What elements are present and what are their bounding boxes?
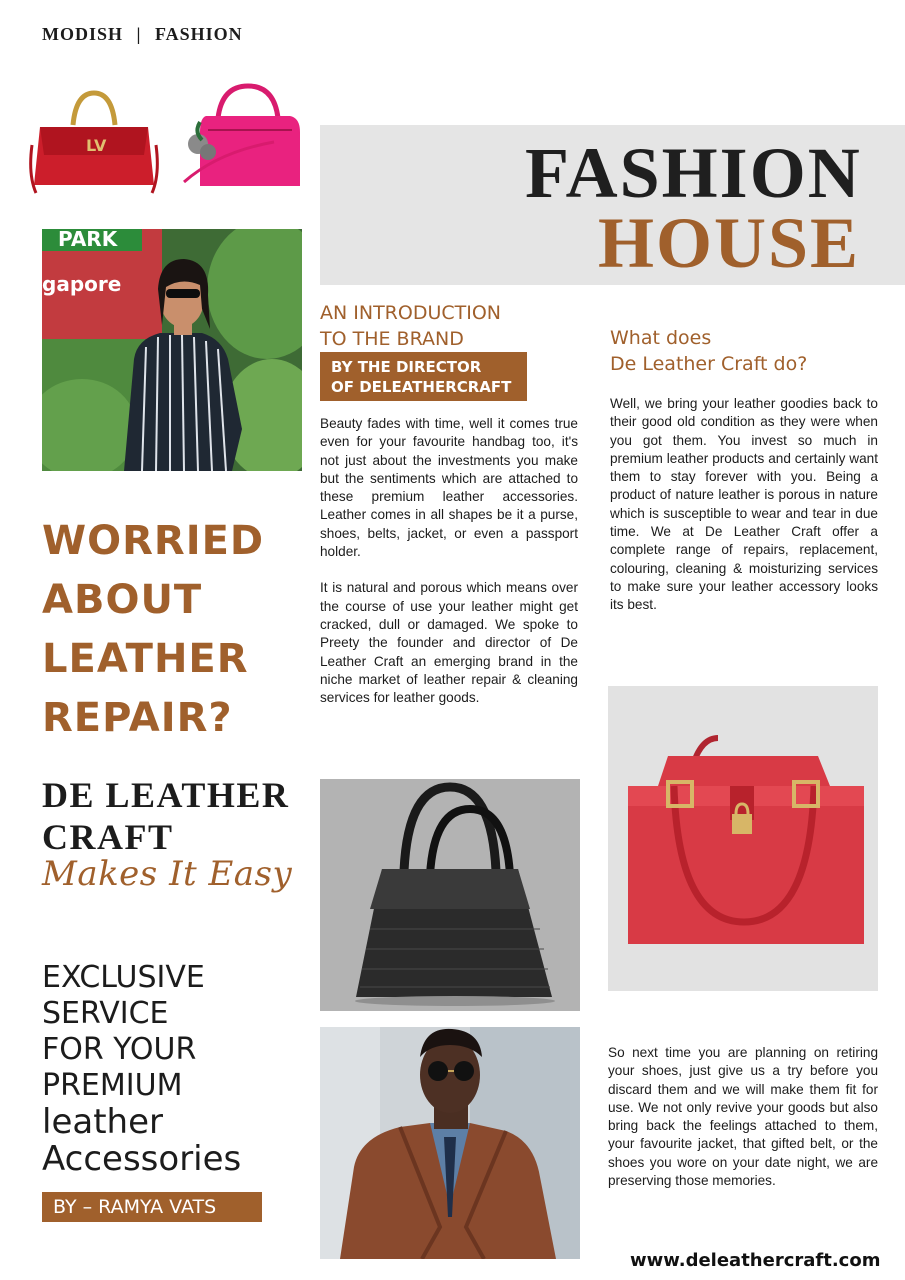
red-handbag-image <box>28 85 160 197</box>
closing-body <box>608 1044 878 1208</box>
worried-line-3: LEATHER <box>42 636 249 682</box>
what-heading-line1: What does <box>610 327 712 349</box>
exclusive-line-6: Accessories <box>42 1139 242 1179</box>
title-fashion: FASHION <box>525 133 862 213</box>
masthead-right: FASHION <box>154 24 243 44</box>
intro-heading-line2: TO THE BRAND <box>320 328 464 350</box>
intro-body <box>320 415 578 725</box>
brand-line-1: DE LEATHER <box>42 775 290 815</box>
masthead-left: MODISH <box>42 24 124 44</box>
pink-handbag-image <box>178 82 304 194</box>
masthead-separator: | <box>136 24 142 44</box>
what-paragraph: Well, we bring your leather goodies back to their good old condition as they were when you got them. You invest so much in premium leather products and certainly want them to stay forever with you. Being a product of nature leather is porous in nature which is susceptible to wear and tear in due time. We at De Leather Craft offer a complete range of repairs, replacement, colouring, cleaning & moisturizing services to make sure your leather accessory looks its best. <box>610 396 878 613</box>
brand-name <box>42 774 289 858</box>
masthead <box>42 24 243 45</box>
svg-text:LV: LV <box>86 136 107 155</box>
exclusive-line-5: leather <box>42 1102 163 1142</box>
exclusive-line-2: SERVICE <box>42 996 169 1031</box>
intro-heading-line1: AN INTRODUCTION <box>320 302 502 324</box>
intro-paragraph-1: Beauty fades with time, well it comes true even for your favourite handbag too, it's not just about the investments you make but the sentiments which are attached to these premium leather accessories. Leather comes in all shapes be it a purse, shoes, belts, jacket, or even a passport holder. <box>320 416 578 560</box>
byline-line1: BY THE DIRECTOR <box>331 358 482 376</box>
title-house: HOUSE <box>598 203 861 283</box>
black-handbag-photo <box>320 779 580 1011</box>
worried-line-4: REPAIR? <box>42 695 233 741</box>
sign-text-park: PARK <box>58 229 118 251</box>
red-handbag-photo <box>608 686 878 991</box>
what-heading <box>610 325 807 377</box>
intro-paragraph-2: It is natural and porous which means over the course of use your leather might get cracked, dull or damaged. We spoke to Preety the founder and director of De Leather Craft an emerging brand in the niche market of leather repair & cleaning services for leather goods. <box>320 580 578 706</box>
exclusive-service <box>42 960 241 1178</box>
intro-heading <box>320 300 501 352</box>
worried-headline <box>42 512 312 748</box>
closing-paragraph: So next time you are planning on retiring your shoes, just give us a try before you discard them and we will make them fit for use. We not only revive your goods but also bring back the feelings attached to them, your favourite jacket, that gifted belt, or the shoes you wore on your date night, we are preserving those memories. <box>608 1045 878 1189</box>
brand-line-2: CRAFT <box>42 817 174 857</box>
byline-line2: OF DELEATHERCRAFT <box>331 378 512 396</box>
what-heading-line2: De Leather Craft do? <box>610 353 808 375</box>
brand-tagline: Makes It Easy <box>42 854 293 894</box>
author-badge: BY – RAMYA VATS <box>42 1192 262 1222</box>
director-photo <box>42 229 302 471</box>
worried-line-2: ABOUT <box>42 577 203 623</box>
exclusive-line-3: FOR YOUR <box>42 1032 197 1067</box>
exclusive-line-4: PREMIUM <box>42 1068 183 1103</box>
exclusive-line-1: EXCLUSIVE <box>42 960 205 995</box>
man-jacket-photo <box>320 1027 580 1259</box>
intro-byline <box>320 352 527 401</box>
sign-text-singapore: gapore <box>42 272 122 296</box>
what-body <box>610 395 878 633</box>
worried-line-1: WORRIED <box>42 518 265 564</box>
website-link[interactable]: www.deleathercraft.com <box>630 1250 881 1271</box>
